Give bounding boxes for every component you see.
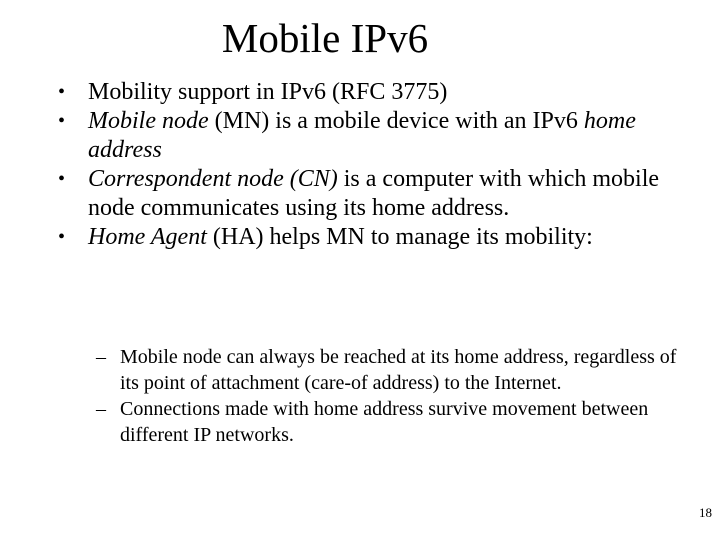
slide-title: Mobile IPv6: [221, 15, 429, 61]
bullet-text: Mobility support in IPv6 (RFC 3775): [88, 79, 448, 105]
sub-bullet-text: Mobile node can always be reached at its home address, regardless of its point of attachment (care-of address) to the Internet.: [120, 346, 677, 394]
bullet-term: Correspondent node (CN): [88, 166, 338, 192]
bullet-text: (MN) is a mobile device with an IPv6: [208, 108, 584, 134]
bullet-icon: •: [58, 110, 66, 132]
bullet-term: Mobile node: [88, 108, 209, 134]
bullet-icon: •: [58, 168, 66, 190]
bullet-item: [58, 78, 698, 107]
bullet-term: Home Agent: [88, 224, 207, 250]
bullet-text: (HA) helps MN to manage its mobility:: [206, 224, 593, 250]
sub-bullet-list: [96, 344, 696, 448]
bullet-item: [58, 223, 698, 252]
bullet-item: [58, 107, 698, 165]
sub-bullet-item: [96, 344, 696, 396]
bullet-icon: •: [58, 226, 66, 248]
page-number: 18: [699, 505, 712, 520]
sub-bullet-item: [96, 396, 696, 448]
sub-bullet-text: Connections made with home address survive movement between different IP networks.: [120, 398, 649, 446]
bullet-text: is a computer with which mobile node communicates using its home address.: [88, 166, 660, 221]
dash-icon: –: [96, 398, 106, 420]
bullet-icon: •: [58, 81, 66, 103]
dash-icon: –: [96, 346, 106, 368]
bullet-list: [58, 78, 698, 252]
bullet-item: [58, 165, 698, 223]
bullet-term-tail: home address: [88, 108, 636, 163]
